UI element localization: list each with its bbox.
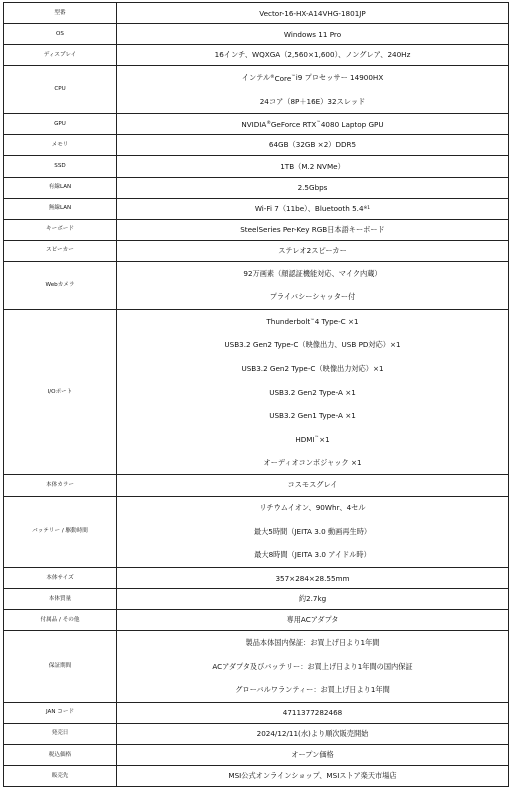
spec-label: CPU [4, 66, 117, 114]
spec-row [4, 702, 509, 723]
spec-row [4, 177, 509, 198]
spec-label: 本体質量 [4, 589, 117, 610]
spec-value-line: 92万画素（顔認証機能対応、マイク内蔵） [243, 268, 382, 278]
spec-label: 付属品 / その他 [4, 610, 117, 631]
spec-value [117, 3, 509, 24]
spec-value [117, 114, 509, 135]
spec-value-line: プライバシーシャッター付 [269, 292, 356, 302]
spec-value [117, 45, 509, 66]
spec-value-line: 4711377282468 [282, 708, 343, 718]
spec-value [117, 702, 509, 723]
spec-value [117, 177, 509, 198]
spec-value-line: オープン価格 [291, 750, 334, 760]
spec-value [117, 589, 509, 610]
spec-table [3, 2, 509, 787]
spec-row [4, 309, 509, 475]
spec-row [4, 198, 509, 219]
spec-value [117, 610, 509, 631]
spec-value-line: 最大5時間（JEITA 3.0 動画再生時） [253, 526, 372, 536]
spec-value [117, 66, 509, 114]
spec-value [117, 723, 509, 744]
spec-row [4, 745, 509, 766]
spec-row [4, 496, 509, 568]
spec-value [117, 24, 509, 45]
spec-value-line: オーディオコンボジャック ×1 [263, 457, 362, 467]
spec-label: 本体カラー [4, 475, 117, 496]
spec-value-line: ステレオ2スピーカー [278, 245, 347, 255]
spec-value [117, 496, 509, 568]
spec-row [4, 631, 509, 703]
spec-row [4, 219, 509, 240]
spec-label: I/Oポート [4, 309, 117, 475]
spec-value-line: Vector-16-HX-A14VHG-1801JP [259, 8, 366, 18]
spec-value-line: 16インチ、WQXGA（2,560×1,600）、ノングレア、240Hz [214, 50, 411, 60]
spec-table-body [4, 3, 509, 787]
spec-label: 有線LAN [4, 177, 117, 198]
spec-row [4, 475, 509, 496]
spec-value-line: 製品本体国内保証：お買上げ日より1年間 [245, 638, 380, 648]
spec-value-line: インテル ® Core ™ i9 プロセッサー 14900HX [241, 73, 384, 83]
spec-label: JAN コード [4, 702, 117, 723]
spec-value-line: USB3.2 Gen2 Type-C（映像出力、USB PD対応）×1 [224, 340, 401, 350]
spec-row [4, 24, 509, 45]
spec-row [4, 156, 509, 177]
spec-row [4, 568, 509, 589]
spec-row [4, 114, 509, 135]
spec-row [4, 610, 509, 631]
spec-row [4, 589, 509, 610]
spec-row [4, 261, 509, 309]
spec-label: 保証期間 [4, 631, 117, 703]
spec-label: 型番 [4, 3, 117, 24]
spec-value-line: ACアダプタ及びバッテリー：お買上げ日より1年間の国内保証 [212, 661, 413, 671]
spec-label: GPU [4, 114, 117, 135]
spec-value-line: MSI公式オンラインショップ、MSIストア楽天市場店 [228, 771, 397, 781]
spec-label: メモリ [4, 135, 117, 156]
spec-value-line: 1TB（M.2 NVMe） [280, 161, 345, 171]
spec-value [117, 219, 509, 240]
spec-row [4, 3, 509, 24]
spec-value-line: SteelSeries Per-Key RGB日本語キーボード [240, 224, 385, 234]
spec-label: 税込価格 [4, 745, 117, 766]
spec-label: 販売先 [4, 766, 117, 787]
spec-value-line: USB3.2 Gen1 Type-A ×1 [269, 411, 356, 421]
spec-value-line: 専用ACアダプタ [286, 615, 339, 625]
spec-value-line: コスモスグレイ [287, 480, 338, 490]
spec-value-line: Windows 11 Pro [283, 29, 342, 39]
spec-value-line: 24コア（8P＋16E）32スレッド [259, 96, 366, 106]
spec-value [117, 198, 509, 219]
spec-value-line: USB3.2 Gen2 Type-C（映像出力対応）×1 [241, 363, 384, 373]
spec-row [4, 723, 509, 744]
spec-label: キーボード [4, 219, 117, 240]
spec-row [4, 66, 509, 114]
spec-label: スピーカー [4, 240, 117, 261]
spec-value-line: リチウムイオン、90Whr、4セル [259, 503, 366, 513]
spec-value-line: Wi-Fi 7（11be）、Bluetooth 5.4 ※1 [254, 203, 371, 213]
spec-value-line: グローバルワランティー：お買上げ日より1年間 [235, 685, 390, 695]
spec-value [117, 261, 509, 309]
spec-value-line: NVIDIA ® GeForce RTX ™ 4080 Laptop GPU [241, 119, 384, 129]
spec-value [117, 631, 509, 703]
spec-label: 発売日 [4, 723, 117, 744]
spec-value [117, 766, 509, 787]
spec-value [117, 309, 509, 475]
spec-label: ディスプレイ [4, 45, 117, 66]
spec-value [117, 568, 509, 589]
spec-value [117, 156, 509, 177]
spec-row [4, 766, 509, 787]
spec-value-line: 最大8時間（JEITA 3.0 アイドル時） [254, 550, 371, 560]
spec-label: Webカメラ [4, 261, 117, 309]
spec-value [117, 135, 509, 156]
spec-value-line: 約2.7kg [298, 594, 327, 604]
spec-value-line: HDMI ™ ×1 [295, 434, 330, 444]
spec-value-line: 64GB（32GB ×2）DDR5 [268, 140, 357, 150]
spec-value-line: USB3.2 Gen2 Type-A ×1 [269, 387, 356, 397]
spec-value [117, 745, 509, 766]
spec-value [117, 475, 509, 496]
spec-row [4, 240, 509, 261]
spec-value [117, 240, 509, 261]
spec-label: OS [4, 24, 117, 45]
spec-value-line: 2024/12/11(水)より順次販売開始 [256, 728, 369, 738]
spec-value-line: 357×284×28.55mm [275, 573, 350, 583]
spec-label: SSD [4, 156, 117, 177]
spec-row [4, 45, 509, 66]
spec-row [4, 135, 509, 156]
spec-label: 無線LAN [4, 198, 117, 219]
spec-label: バッテリー / 駆動時間 [4, 496, 117, 568]
spec-value-line: Thunderbolt ™ 4 Type-C ×1 [266, 317, 359, 327]
spec-label: 本体サイズ [4, 568, 117, 589]
spec-value-line: 2.5Gbps [297, 183, 328, 193]
